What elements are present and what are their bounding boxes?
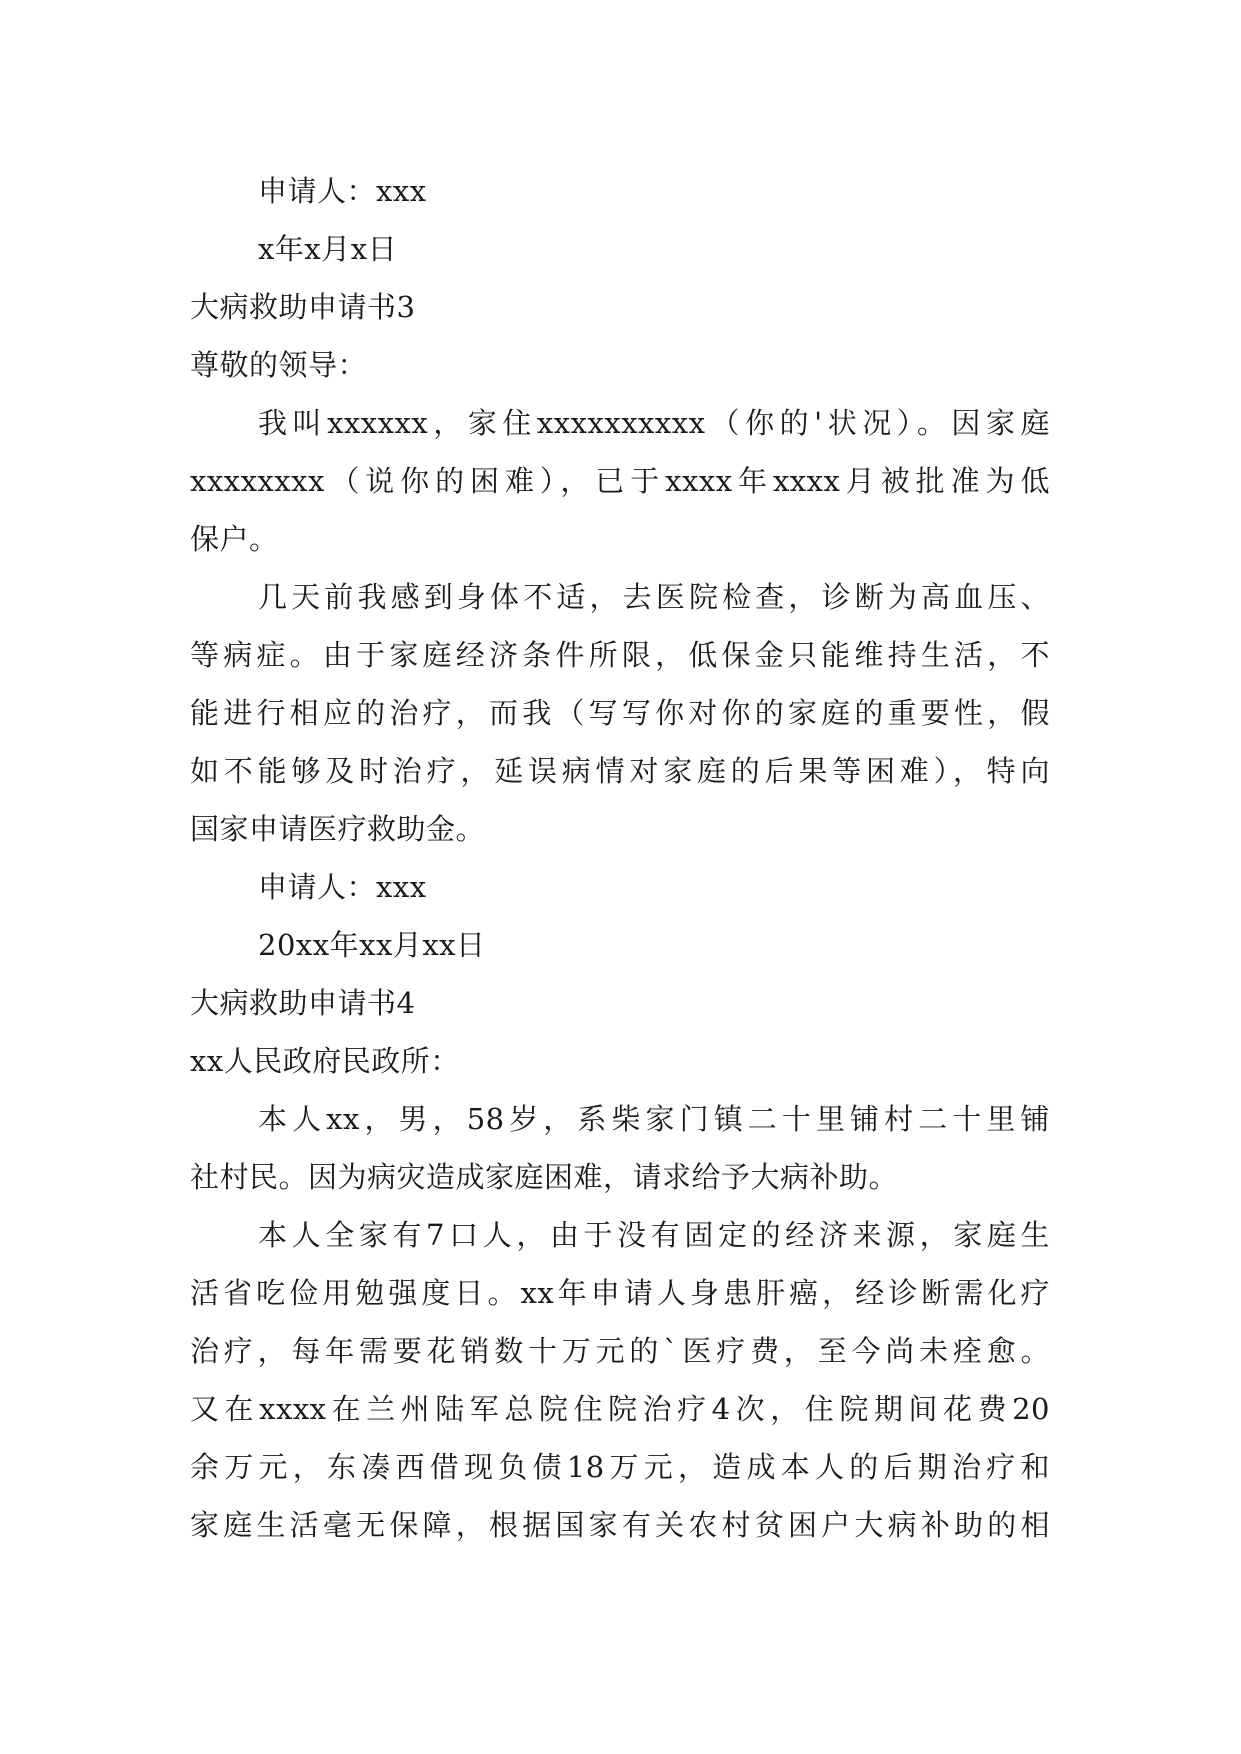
application-date: 20xx年xx月xx日 xyxy=(258,928,486,962)
paragraph-line: 又在xxxx在兰州陆军总院住院治疗4次，住院期间花费20 xyxy=(190,1392,1050,1426)
paragraph-line: 活省吃俭用勉强度日。xx年申请人身患肝癌，经诊断需化疗 xyxy=(190,1276,1050,1310)
applicant-signature: 申请人：xxx xyxy=(258,870,427,904)
paragraph-line: 如不能够及时治疗，延误病情对家庭的后果等困难），特向 xyxy=(190,754,1050,788)
heading-application-4: 大病救助申请书4 xyxy=(190,986,416,1020)
application-date: x年x月x日 xyxy=(258,232,398,266)
paragraph-line: 余万元，东凑西借现负债18万元，造成本人的后期治疗和 xyxy=(190,1450,1050,1484)
paragraph-line: 几天前我感到身体不适，去医院检查，诊断为高血压、 xyxy=(258,580,1050,614)
heading-application-3: 大病救助申请书3 xyxy=(190,290,416,324)
paragraph-line: 家庭生活毫无保障，根据国家有关农村贫困户大病补助的相 xyxy=(190,1508,1050,1542)
paragraph-line: 社村民。因为病灾造成家庭困难，请求给予大病补助。 xyxy=(190,1160,899,1194)
salutation: 尊敬的领导： xyxy=(190,348,368,382)
paragraph-line: 等病症。由于家庭经济条件所限，低保金只能维持生活，不 xyxy=(190,638,1050,672)
paragraph-line: 治疗，每年需要花销数十万元的`医疗费，至今尚未痊愈。 xyxy=(190,1334,1050,1368)
paragraph-line: 本人全家有7口人，由于没有固定的经济来源，家庭生 xyxy=(258,1218,1050,1252)
paragraph-line: 国家申请医疗救助金。 xyxy=(190,812,486,846)
paragraph-line: xxxxxxxx（说你的困难），已于xxxx年xxxx月被批准为低 xyxy=(190,464,1050,498)
paragraph-line: 能进行相应的治疗，而我（写写你对你的家庭的重要性，假 xyxy=(190,696,1050,730)
paragraph-line: 我叫xxxxxx，家住xxxxxxxxxx（你的'状况）。因家庭 xyxy=(258,406,1050,440)
paragraph-line: 本人xx，男，58岁，系柴家门镇二十里铺村二十里铺 xyxy=(258,1102,1050,1136)
paragraph-line: 保户。 xyxy=(190,522,279,556)
applicant-signature: 申请人：xxx xyxy=(258,174,427,208)
salutation: xx人民政府民政所： xyxy=(190,1044,460,1078)
document-body xyxy=(190,162,1050,1554)
